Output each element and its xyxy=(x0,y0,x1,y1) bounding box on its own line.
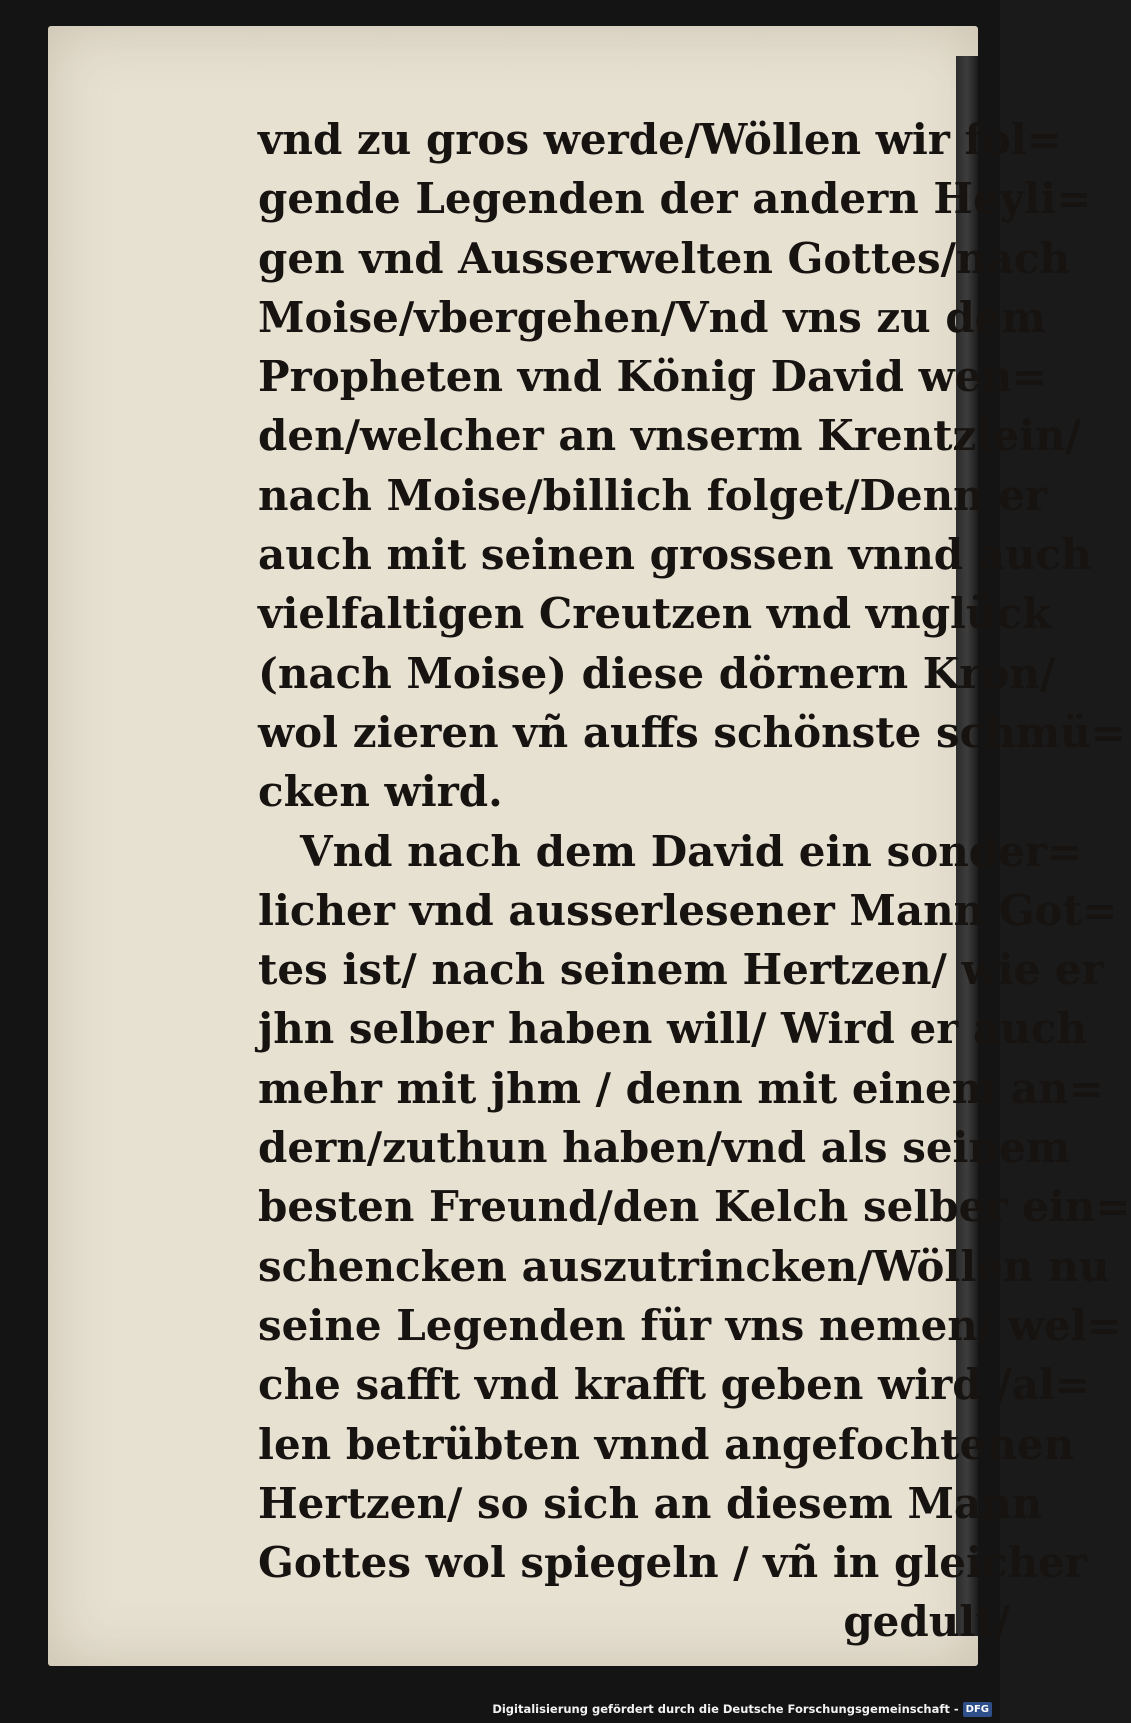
text-line-10: (nach Moise) diese dörnern Kron/ xyxy=(258,648,1056,698)
text-line-22: che safft vnd krafft geben wird /al= xyxy=(258,1360,1090,1410)
text-line-4: Moise/vbergehen/Vnd vns zu dem xyxy=(258,292,1046,342)
text-line-1: vnd zu gros werde/Wöllen wir fol= xyxy=(258,115,1062,164)
text-line-11: wol zieren vñ auffs schönste schmü= xyxy=(258,707,1126,757)
dfg-logo-icon: DFG xyxy=(963,1702,992,1717)
text-line-15: tes ist/ nach seinem Hertzen/ wie er xyxy=(258,945,1104,995)
text-line-16: jhn selber haben will/ Wird er auch xyxy=(258,1004,1087,1054)
text-line-7: nach Moise/billich folget/Denn er xyxy=(258,470,1048,520)
text-line-18: dern/zuthun haben/vnd als seinem xyxy=(258,1123,1071,1173)
text-line-5: Propheten vnd König David wen= xyxy=(258,352,1048,402)
text-line-9: vielfaltigen Creutzen vnd vnglück xyxy=(258,589,1052,639)
text-line-14: licher vnd ausserlesener Mann Got= xyxy=(258,885,1118,935)
text-line-25: Gottes wol spiegeln / vñ in gleicher xyxy=(258,1538,1087,1588)
text-line-8: auch mit seinen grossen vnnd auch xyxy=(258,530,1092,580)
text-line-23: len betrübten vnnd angefochtenen xyxy=(258,1419,1075,1469)
text-line-19: besten Freund/den Kelch selber ein= xyxy=(258,1182,1131,1232)
text-line-24: Hertzen/ so sich an diesem Mann xyxy=(258,1478,1043,1528)
text-line-13: Vnd nach dem David ein sonder= xyxy=(300,826,1083,876)
text-line-21: seine Legenden für vns nemen/ wel= xyxy=(258,1300,1122,1350)
text-line-2: gende Legenden der andern Heyli= xyxy=(258,174,1092,224)
text-line-17: mehr mit jhm / denn mit einem an= xyxy=(258,1063,1104,1113)
text-line-12: cken wird. xyxy=(258,767,503,817)
text-line-3: gen vnd Ausserwelten Gottes/nach xyxy=(258,233,1070,283)
digitization-footer xyxy=(492,1699,992,1719)
footer-text: Digitalisierung gefördert durch die Deutsche Forschungsgemeinschaft - xyxy=(492,1702,959,1716)
text-line-20: schencken auszutrincken/Wöllen nu xyxy=(258,1241,1110,1291)
catchword: gedult/ xyxy=(843,1597,1010,1647)
text-line-6: den/welcher an vnserm Krentzlein/ xyxy=(258,411,1081,461)
book-page xyxy=(48,26,1131,1666)
body-text xyxy=(258,110,1131,1652)
